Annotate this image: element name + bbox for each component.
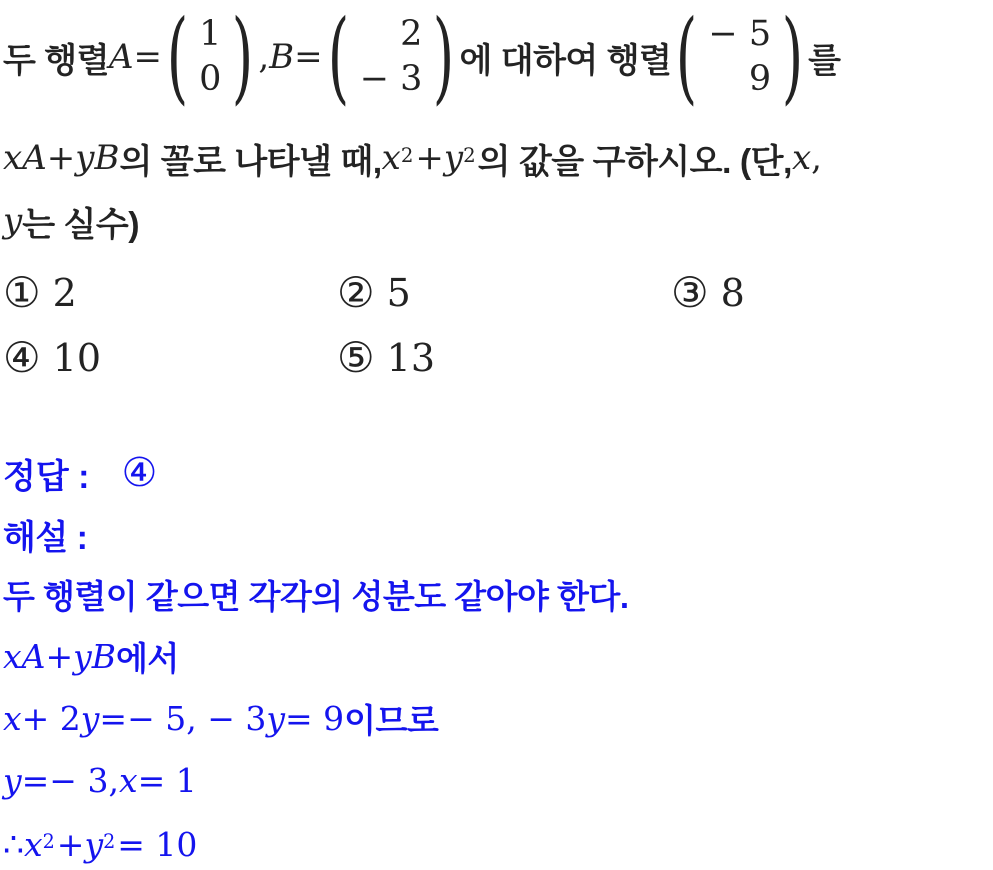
answer-circled-number: ④ <box>121 450 158 496</box>
korean-text: 의 값을 구하시오. (단, <box>477 142 792 181</box>
korean-text: 이므로 <box>344 701 439 739</box>
math-variable: B <box>94 138 120 178</box>
problem-line-2 <box>3 126 993 190</box>
math-variable: x <box>381 138 401 178</box>
math-variable: x <box>791 138 812 178</box>
explanation-label <box>3 512 993 556</box>
math-variable: y <box>3 201 23 241</box>
choice-4 <box>3 325 337 390</box>
math-operator: + <box>415 138 444 178</box>
math-operator: = 10 <box>117 824 198 864</box>
right-paren: ) <box>232 0 254 115</box>
math-variable: y <box>75 138 95 178</box>
choice-value-4: 10 <box>52 335 102 380</box>
answer-label: 정답 : <box>3 457 90 496</box>
choices <box>3 260 993 390</box>
matrix-entry: 0 <box>199 59 222 99</box>
matrix-entry: 9 <box>748 59 772 99</box>
problem-line-3 <box>3 190 993 252</box>
circled-number-5: ⑤ <box>337 332 375 382</box>
korean-text: 는 실수) <box>22 205 140 244</box>
explanation-line-4 <box>3 758 993 802</box>
math-operator: , <box>258 37 270 77</box>
column-matrix <box>166 0 254 115</box>
korean-text: 에서 <box>116 639 179 677</box>
math-operator: ∴ <box>3 824 24 864</box>
math-variable: x <box>3 698 22 738</box>
math-variable: x <box>118 760 138 800</box>
math-variable: y <box>84 824 104 864</box>
circled-number-4: ④ <box>3 332 41 382</box>
math-variable: x <box>3 636 22 676</box>
math-variable: y <box>73 636 92 676</box>
matrix-entry: 1 <box>199 14 222 54</box>
choice-value-2: 5 <box>386 270 411 315</box>
math-variable: y <box>266 698 285 738</box>
choice-5 <box>337 325 671 390</box>
math-variable: x <box>3 138 23 178</box>
circled-number-1: ① <box>3 267 41 317</box>
right-paren: ) <box>433 0 455 115</box>
math-operator: = <box>294 37 323 77</box>
column-matrix <box>327 0 456 115</box>
math-operator: = 9 <box>284 698 345 738</box>
explanation-line-1 <box>3 572 993 616</box>
explanation-line-3 <box>3 696 993 740</box>
circled-number-2: ② <box>337 267 375 317</box>
column-matrix <box>675 0 804 115</box>
left-paren: ( <box>327 0 349 115</box>
matrix-entries <box>189 12 231 102</box>
math-operator: , <box>811 138 822 178</box>
math-operator: = 1 <box>137 760 197 800</box>
math-variable: y <box>80 698 100 738</box>
math-variable: B <box>269 37 295 77</box>
choice-value-3: 8 <box>720 270 745 315</box>
korean-text: 의 꼴로 나타낼 때, <box>119 142 382 181</box>
korean-text: 를 <box>808 41 841 80</box>
math-variable: y <box>3 760 22 800</box>
matrix-entry: − 3 <box>359 59 423 99</box>
math-variable: B <box>91 636 117 676</box>
left-paren: ( <box>676 0 698 115</box>
left-paren: ( <box>166 0 189 115</box>
math-superscript: 2 <box>400 143 414 167</box>
choice-value-5: 13 <box>386 335 436 380</box>
explanation-line-2 <box>3 634 993 678</box>
choice-value-1: 2 <box>52 270 77 315</box>
math-operator: + <box>45 636 74 676</box>
math-operator: =− 5, − 3 <box>99 698 267 738</box>
math-operator: + 2 <box>21 698 81 738</box>
math-variable: A <box>108 37 134 77</box>
explanation-label-text: 해설 : <box>3 518 88 557</box>
math-operator: =− 3, <box>21 760 119 800</box>
math-operator: + <box>46 138 76 178</box>
math-variable: A <box>21 636 46 676</box>
matrix-entries <box>350 12 433 102</box>
explanation-line-5 <box>3 818 993 870</box>
korean-text: 에 대하여 행렬 <box>459 41 672 80</box>
matrix-entry: − 5 <box>708 14 772 54</box>
math-superscript: 2 <box>42 829 55 853</box>
math-operator: + <box>56 824 85 864</box>
choice-3 <box>671 260 993 325</box>
matrix-entry: 2 <box>400 14 423 54</box>
korean-text: 두 행렬이 같으면 각각의 성분도 같아야 한다. <box>3 577 629 615</box>
choice-2 <box>337 260 671 325</box>
math-superscript: 2 <box>463 143 476 167</box>
math-operator: = <box>133 37 163 77</box>
math-variable: x <box>24 824 43 864</box>
math-variable: y <box>443 138 464 178</box>
math-variable: A <box>22 138 47 178</box>
answer-line <box>3 450 993 496</box>
matrix-entries <box>698 12 781 102</box>
korean-text: 두 행렬 <box>3 41 109 80</box>
right-paren: ) <box>781 0 804 115</box>
choice-1 <box>3 260 337 325</box>
circled-number-3: ③ <box>671 267 709 317</box>
math-superscript: 2 <box>103 829 116 853</box>
problem-line-1 <box>3 0 993 114</box>
